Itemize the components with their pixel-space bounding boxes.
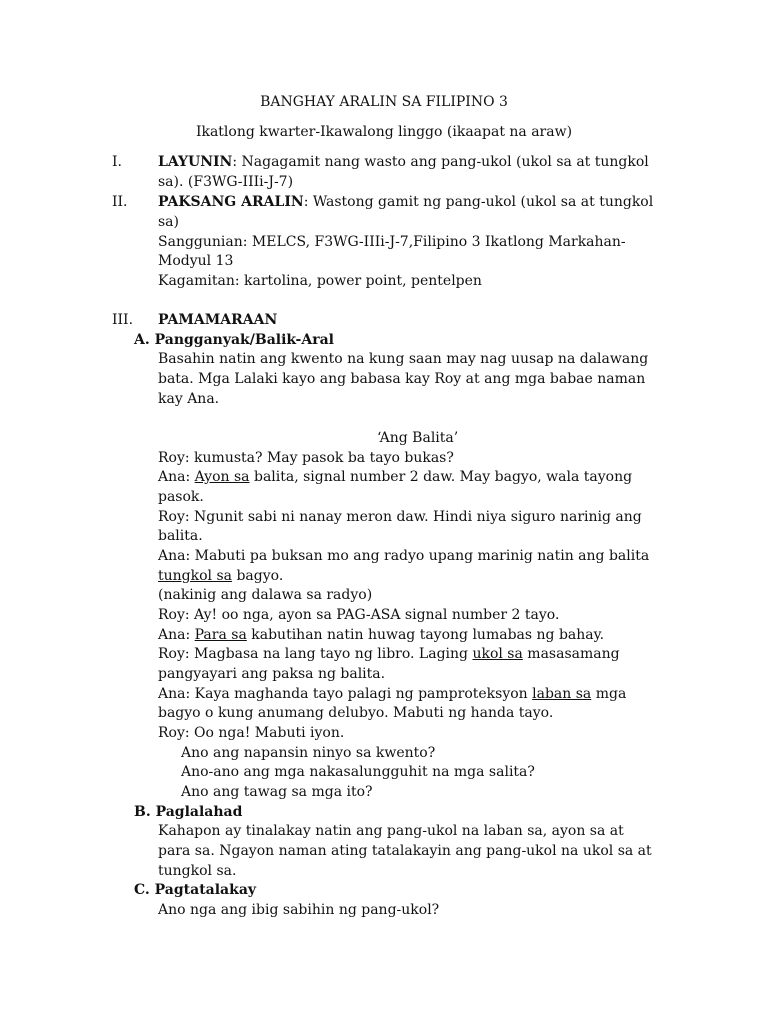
story-line: Roy: Oo nga! Mabuti iyon. [158, 725, 345, 741]
story-line: bagyo o kung anumang delubyo. Mabuti ng handa tayo. [158, 705, 554, 721]
underlined-preposition: Ayon sa [194, 469, 250, 485]
part-a-paragraph-line: Basahin natin ang kwento na kung saan may nag uusap na dalawang [158, 351, 649, 367]
question-line: Ano-ano ang mga nakasalungguhit na mga salita? [181, 764, 535, 780]
underlined-preposition: tungkol sa [158, 568, 232, 584]
section-two-source-1: Sanggunian: MELCS, F3WG-IIIi-J-7,Filipino 3 Ikatlong Markahan- [158, 234, 626, 250]
section-two-text-1: : Wastong gamit ng pang-ukol (ukol sa at tungkol [303, 194, 654, 210]
story-line [158, 567, 283, 586]
section-two-line-1 [158, 193, 653, 212]
part-b-paragraph-line: tungkol sa. [158, 863, 237, 879]
part-b-paragraph-line: Kahapon ay tinalakay natin ang pang-ukol na laban sa, ayon sa at [158, 823, 624, 839]
story-text: Roy: Magbasa na lang tayo ng libro. Laging [158, 646, 473, 662]
story-text: masasamang [522, 646, 620, 662]
story-text: Ana: Kaya maghanda tayo palagi ng pamproteksyon [158, 686, 533, 702]
underlined-preposition: ukol sa [472, 646, 523, 662]
section-three-heading: PAMAMARAAN [158, 312, 278, 328]
section-one-heading: LAYUNIN [158, 154, 233, 170]
story-line: (nakinig ang dalawa sa radyo) [158, 587, 373, 603]
story-line: Ana: Mabuti pa buksan mo ang radyo upang marinig natin ang balita [158, 548, 650, 564]
story-line: Roy: Ay! oo nga, ayon sa PAG-ASA signal number 2 tayo. [158, 607, 560, 623]
story-line [158, 626, 604, 645]
part-b-heading: B. Paglalahad [134, 804, 243, 820]
part-a-heading: A. Pangganyak/Balik-Aral [134, 332, 334, 348]
question-line: Ano ang napansin ninyo sa kwento? [181, 745, 436, 761]
story-text: bagyo. [232, 568, 284, 584]
part-c-heading: C. Pagtatalakay [134, 882, 257, 898]
story-line: pasok. [158, 489, 204, 505]
section-one-numeral: I. [112, 154, 122, 170]
section-one-text-1: : Nagagamit nang wasto ang pang-ukol (ukol sa at tungkol [232, 154, 649, 170]
story-line [158, 468, 632, 487]
story-text: balita, signal number 2 daw. May bagyo, wala tayong [249, 469, 633, 485]
story-text: Ana: [158, 627, 195, 643]
part-a-paragraph-line: kay Ana. [158, 391, 220, 407]
story-title: ‘Ang Balita’ [377, 430, 459, 446]
section-two-source-2: Modyul 13 [158, 253, 234, 269]
story-line [158, 685, 626, 704]
story-line [158, 645, 620, 664]
section-three-numeral: III. [112, 312, 134, 328]
question-line: Ano ang tawag sa mga ito? [181, 784, 373, 800]
section-two-text-2: sa) [158, 214, 179, 230]
underlined-preposition: laban sa [532, 686, 592, 702]
part-b-paragraph-line: para sa. Ngayon naman ating tatalakayin ang pang-ukol na ukol sa at [158, 843, 652, 859]
part-a-paragraph-line: bata. Mga Lalaki kayo ang babasa kay Roy at ang mga babae naman [158, 371, 646, 387]
story-line: balita. [158, 528, 203, 544]
part-c-paragraph-line: Ano nga ang ibig sabihin ng pang-ukol? [158, 902, 440, 918]
story-text: Ana: [158, 469, 195, 485]
underlined-preposition: Para sa [194, 627, 247, 643]
section-one-line-1 [158, 153, 649, 172]
section-two-materials: Kagamitan: kartolina, power point, pentelpen [158, 273, 482, 289]
story-text: mga [591, 686, 627, 702]
section-two-heading: PAKSANG ARALIN [158, 194, 304, 210]
document-title: BANGHAY ARALIN SA FILIPINO 3 [260, 94, 508, 110]
story-line: Roy: Ngunit sabi ni nanay meron daw. Hindi niya siguro narinig ang [158, 509, 642, 525]
story-line: Roy: kumusta? May pasok ba tayo bukas? [158, 450, 454, 466]
section-two-numeral: II. [112, 194, 128, 210]
section-one-text-2: sa). (F3WG-IIIi-J-7) [158, 174, 294, 190]
story-line: pangyayari ang paksa ng balita. [158, 666, 386, 682]
story-text: kabutihan natin huwag tayong lumabas ng bahay. [246, 627, 605, 643]
document-subtitle: Ikatlong kwarter-Ikawalong linggo (ikaapat na araw) [195, 124, 573, 140]
